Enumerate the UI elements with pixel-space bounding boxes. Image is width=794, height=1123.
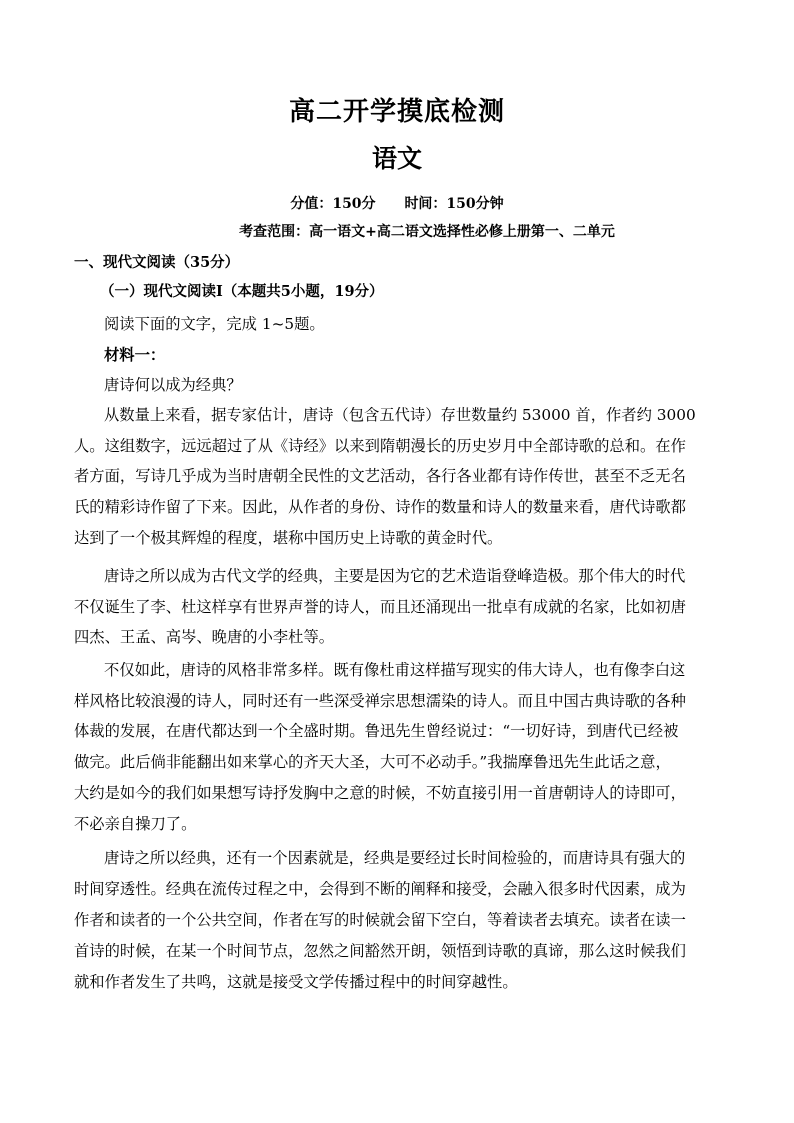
section-heading: 一、现代文阅读（35分） xyxy=(74,254,240,271)
exam-info xyxy=(0,193,794,215)
paragraph-line: 就和作者发生了共鸣，这就是接受文学传播过程中的时间穿越性。 xyxy=(74,973,518,991)
paragraph-line: 达到了一个极其辉煌的程度，堪称中国历史上诗歌的黄金时代。 xyxy=(74,529,503,547)
exam-title: 高二开学摸底检测 xyxy=(288,97,505,127)
exam-time: 时间：150分钟 xyxy=(404,196,504,212)
exam-score: 分值：150分 xyxy=(290,196,376,212)
paragraph-line: 不仅如此，唐诗的风格非常多样。既有像杜甫这样描写现实的伟大诗人，也有像李白这 xyxy=(104,661,686,679)
material-label: 材料一： xyxy=(104,346,166,364)
paragraph-line: 时间穿透性。经典在流传过程之中，会得到不断的阐释和接受，会融入很多时代因素，成为 xyxy=(74,880,686,898)
paragraph-line: 做完。此后倘非能翻出如来掌心的齐天大圣，大可不必动手。”我揣摩鲁迅先生此话之意， xyxy=(74,753,671,771)
paragraph-line: 氏的精彩诗作留了下来。因此，从作者的身份、诗作的数量和诗人的数量来看，唐代诗歌都 xyxy=(74,498,686,516)
paragraph-line: 体裁的发展，在唐代都达到一个全盛时期。鲁迅先生曾经说过：“一切好诗，到唐代已经被 xyxy=(74,722,679,740)
article-title: 唐诗何以成为经典？ xyxy=(104,376,242,394)
paragraph-line: 作者和读者的一个公共空间，作者在写的时候就会留下空白，等着读者去填充。读者在读一 xyxy=(74,911,686,929)
paragraph-line: 不仅诞生了李、杜这样享有世界声誉的诗人，而且还涌现出一批卓有成就的名家，比如初唐 xyxy=(74,598,686,616)
paragraph-line: 唐诗之所以成为古代文学的经典，主要是因为它的艺术造诣登峰造极。那个伟大的时代 xyxy=(104,567,686,585)
paragraph-line: 者方面，写诗几乎成为当时唐朝全民性的文艺活动，各行各业都有诗作传世，甚至不乏无名 xyxy=(74,467,686,485)
exam-subject: 语文 xyxy=(371,144,422,173)
paragraph-line: 四杰、王孟、高岑、晚唐的小李杜等。 xyxy=(74,628,335,646)
paragraph-line: 人。这组数字，远远超过了从《诗经》以来到隋朝漫长的历史岁月中全部诗歌的总和。在作 xyxy=(74,437,686,455)
paragraph-line: 从数量上来看，据专家估计，唐诗（包含五代诗）存世数量约 53000 首，作者约 3000 xyxy=(104,406,696,424)
paragraph-line: 大约是如今的我们如果想写诗抒发胸中之意的时候，不妨直接引用一首唐朝诗人的诗即可， xyxy=(74,784,686,802)
paragraph-line: 首诗的时候，在某一个时间节点，忽然之间豁然开朗，领悟到诗歌的真谛，那么这时候我们 xyxy=(74,942,686,960)
paragraph-line: 不必亲自操刀了。 xyxy=(74,815,197,833)
instruction-text: 阅读下面的文字，完成 1~5题。 xyxy=(104,315,325,333)
subsection-heading: （一）现代文阅读Ⅰ（本题共5小题，19分） xyxy=(100,283,384,300)
exam-scope: 考查范围：高一语文+高二语文选择性必修上册第一、二单元 xyxy=(239,224,615,240)
paragraph-line: 样风格比较浪漫的诗人，同时还有一些深受禅宗思想濡染的诗人。而且中国古典诗歌的各种 xyxy=(74,692,686,710)
paragraph-line: 唐诗之所以经典，还有一个因素就是，经典是要经过长时间检验的，而唐诗具有强大的 xyxy=(104,849,686,867)
